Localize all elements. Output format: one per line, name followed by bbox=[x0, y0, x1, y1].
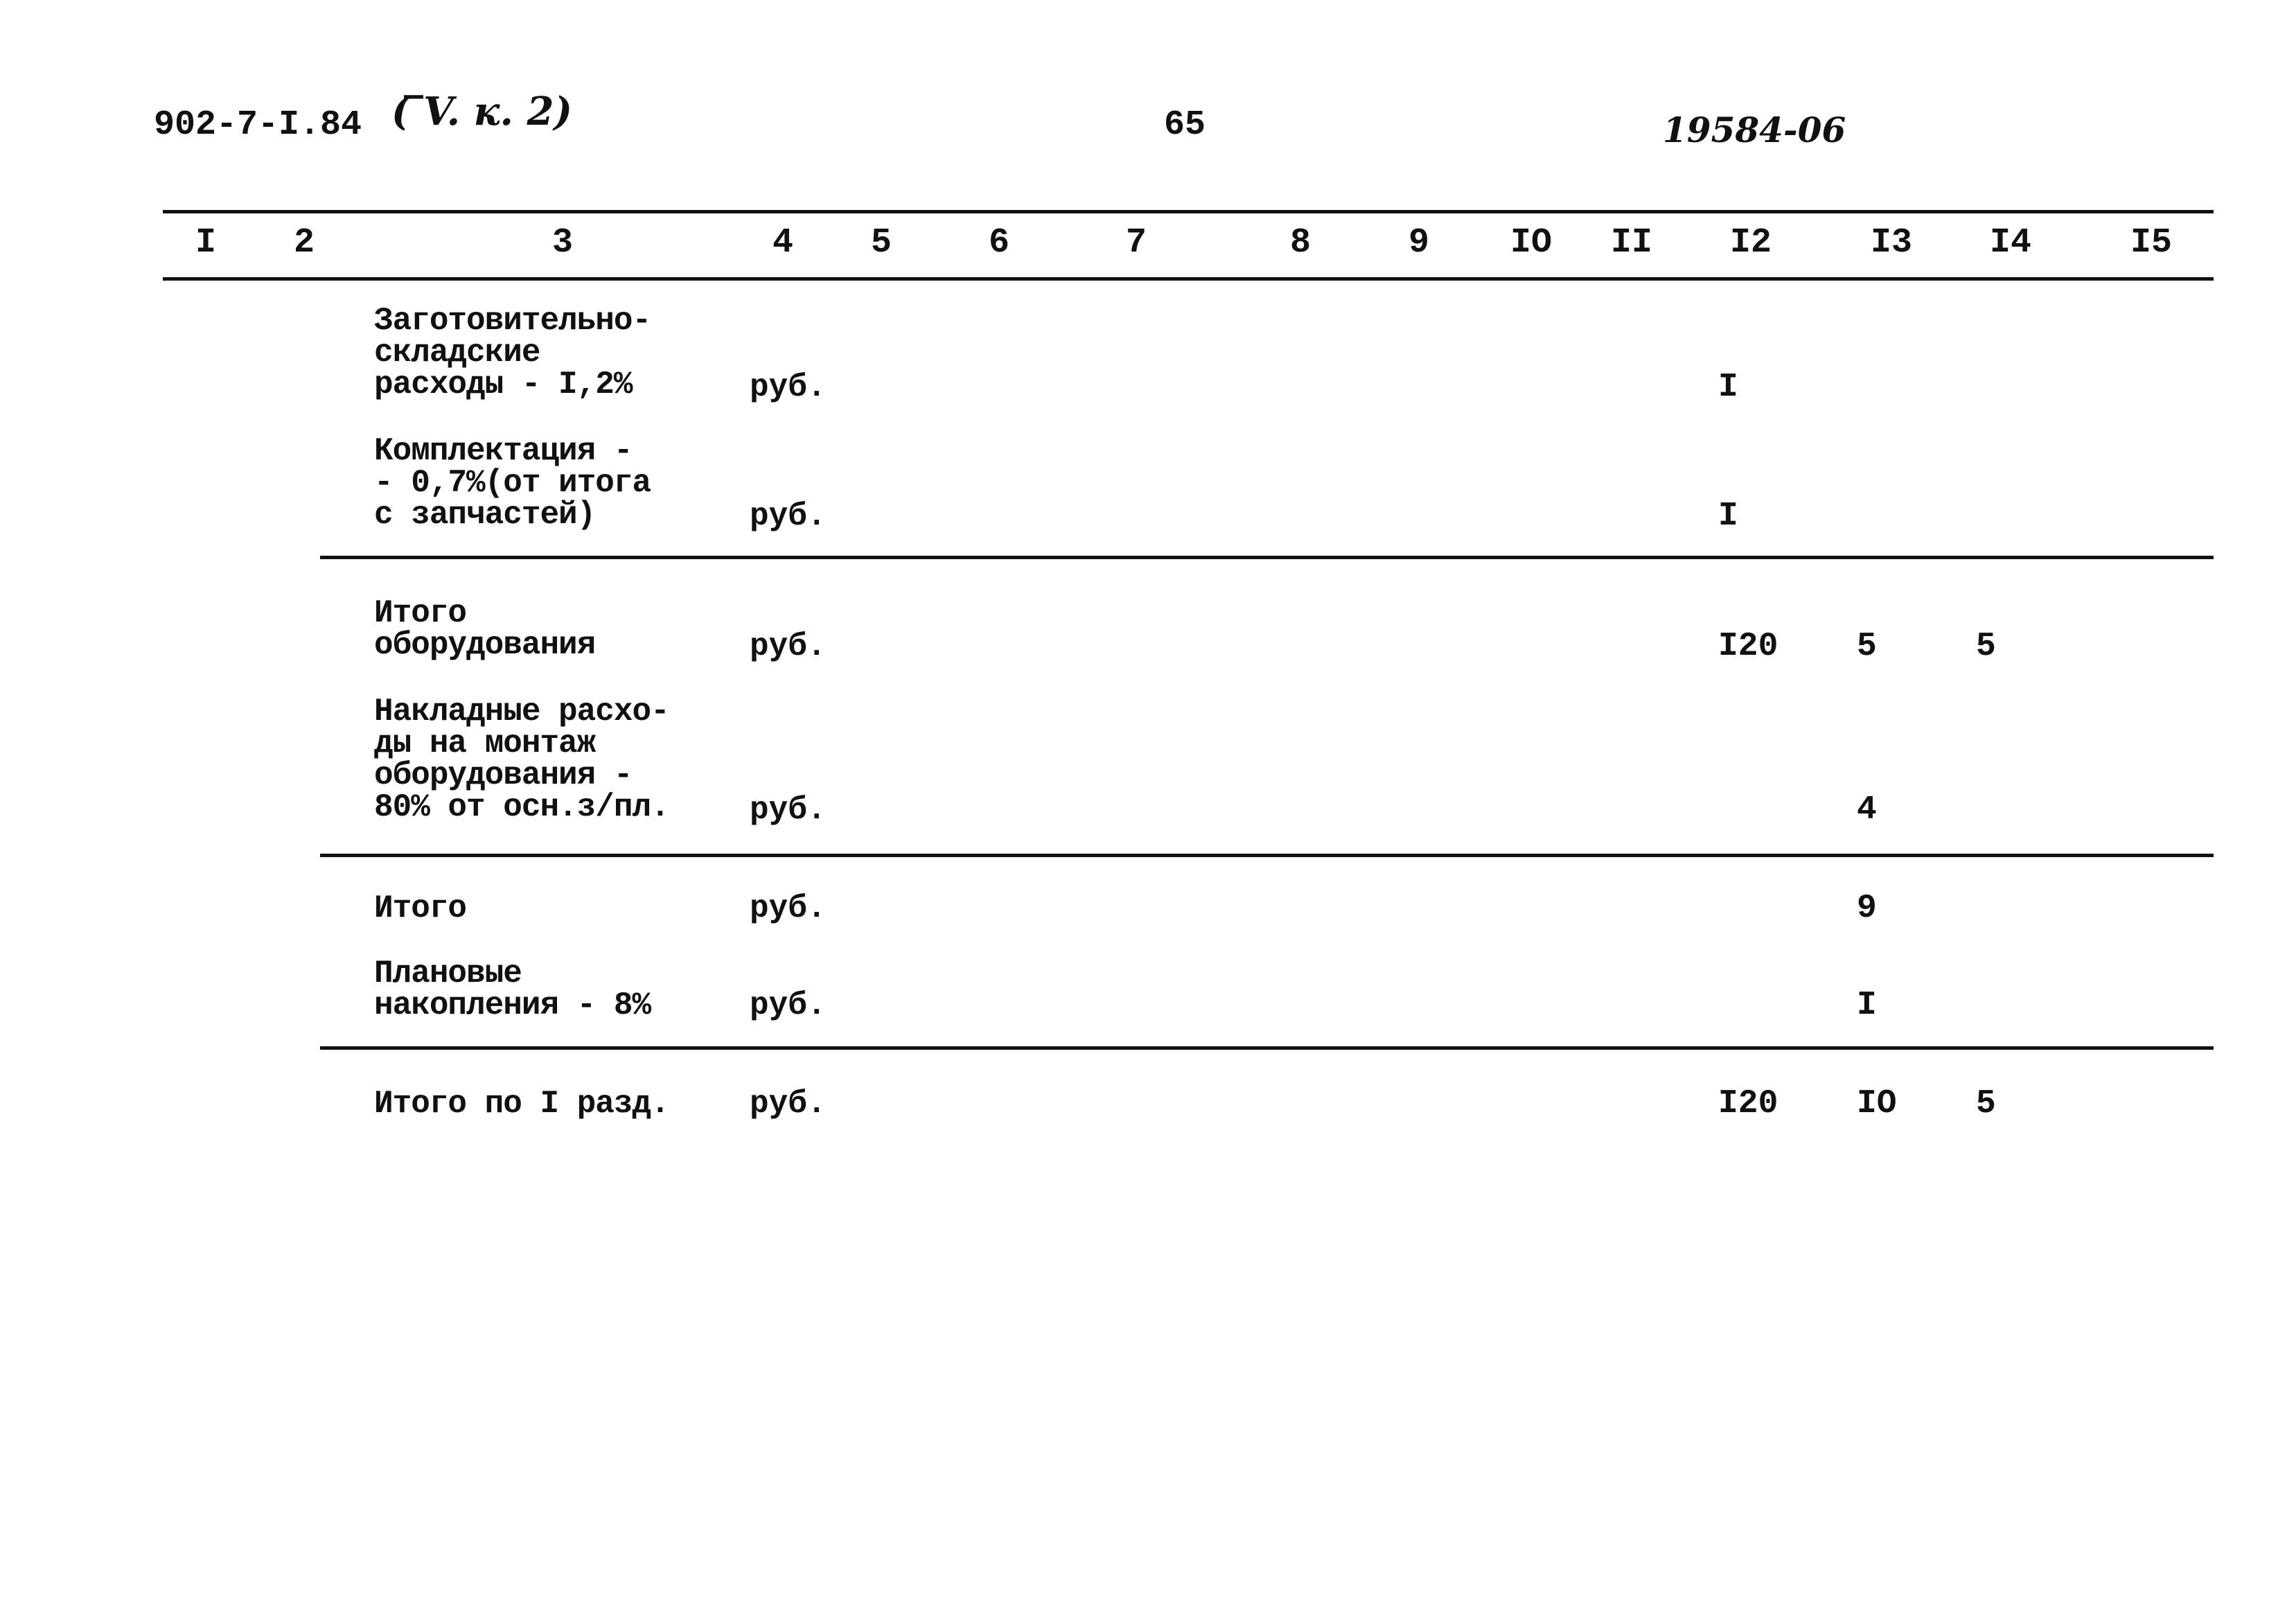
row-unit: руб. bbox=[750, 498, 827, 534]
column-number: 8 bbox=[1290, 223, 1312, 263]
row-value-col12: I20 bbox=[1718, 1085, 1778, 1123]
row-description: Плановые накопления - 8% bbox=[374, 956, 651, 1023]
table-header-rule bbox=[163, 277, 2214, 281]
column-number: 6 bbox=[989, 223, 1010, 263]
column-number: 4 bbox=[772, 223, 794, 263]
column-number: I3 bbox=[1871, 223, 1913, 263]
volume-note: ( ̅V. к. 2) bbox=[391, 89, 572, 134]
row-unit: руб. bbox=[750, 369, 827, 405]
section-rule bbox=[320, 1046, 2214, 1050]
row-description: Комплектация - - 0,7%(от итога с запчастей) bbox=[374, 433, 651, 533]
table-top-rule bbox=[163, 210, 2214, 213]
row-description: Итого по I разд. bbox=[374, 1086, 669, 1122]
column-number: IO bbox=[1510, 223, 1553, 263]
row-value-col13: 5 bbox=[1857, 628, 1877, 665]
row-value-col13: 4 bbox=[1857, 791, 1877, 829]
column-number: I2 bbox=[1730, 223, 1772, 263]
row-value-col14: 5 bbox=[1976, 628, 1996, 665]
column-number: 7 bbox=[1126, 223, 1147, 263]
row-unit: руб. bbox=[750, 1086, 827, 1122]
document-code: 902-7-I.84 bbox=[154, 105, 362, 145]
row-value-col12: I bbox=[1718, 498, 1738, 535]
sheet-code: 19584-06 bbox=[1663, 109, 1846, 150]
row-description: Накладные расхо- ды на монтаж оборудования - 80% от осн.з/пл. bbox=[374, 694, 669, 825]
row-description: Итого оборудования bbox=[374, 595, 596, 663]
page-number: 65 bbox=[1164, 105, 1206, 145]
row-unit: руб. bbox=[750, 792, 827, 828]
column-number: 2 bbox=[294, 223, 315, 263]
row-value-col13: IO bbox=[1857, 1085, 1897, 1123]
column-number: I4 bbox=[1990, 223, 2032, 263]
row-value-col12: I bbox=[1718, 369, 1738, 406]
row-description: Итого bbox=[374, 890, 467, 926]
row-value-col14: 5 bbox=[1976, 1085, 1996, 1123]
column-number: I bbox=[195, 223, 217, 263]
column-number: 9 bbox=[1408, 223, 1430, 263]
column-number: 5 bbox=[871, 223, 892, 263]
row-unit: руб. bbox=[750, 628, 827, 664]
column-number: II bbox=[1611, 223, 1653, 263]
section-rule bbox=[320, 556, 2214, 559]
section-rule bbox=[320, 854, 2214, 857]
row-value-col13: 9 bbox=[1857, 890, 1877, 927]
row-value-col12: I20 bbox=[1718, 628, 1778, 665]
row-value-col13: I bbox=[1857, 987, 1877, 1024]
column-number: 3 bbox=[552, 223, 574, 263]
row-unit: руб. bbox=[750, 987, 827, 1023]
column-number: I5 bbox=[2130, 223, 2173, 263]
row-description: Заготовительно- складские расходы - I,2% bbox=[374, 303, 651, 403]
row-unit: руб. bbox=[750, 890, 827, 926]
